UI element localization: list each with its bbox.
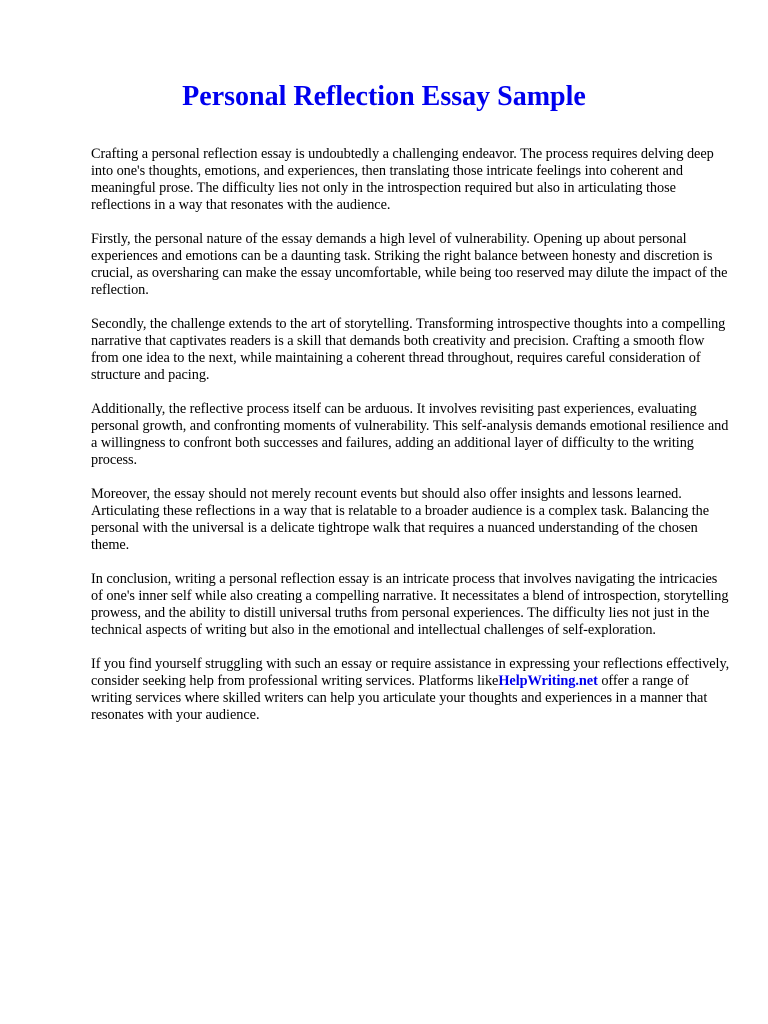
paragraph-7-after-link: offer a range of writing services where skilled writers can help you articulate your thoughts and experiences in a manner that resonates with your audience. xyxy=(91,673,708,723)
paragraph-4: Additionally, the reflective process itself can be arduous. It involves revisiting past experiences, evaluating personal growth, and confronting moments of vulnerability. This self-analysis demands emotional resilience and a willingness to confront both successes and failures, adding an additional layer of difficulty to the writing process. xyxy=(91,401,729,468)
paragraph-6: In conclusion, writing a personal reflection essay is an intricate process that involves navigating the intricacies of one's inner self while also creating a compelling narrative. It necessitates a blend of introspection, storytelling prowess, and the ability to distill universal truths from personal experiences. The difficulty lies not just in the technical aspects of writing but also in the emotional and intellectual challenges of self-exploration. xyxy=(91,571,729,638)
paragraph-5: Moreover, the essay should not merely recount events but should also offer insights and lessons learned. Articulating these reflections in a way that is relatable to a broader audience is a complex task. Balancing the personal with the universal is a delicate tightrope walk that requires a nuanced understanding of the chosen theme. xyxy=(91,486,710,553)
page-title: Personal Reflection Essay Sample xyxy=(182,81,586,112)
paragraph-2: Firstly, the personal nature of the essay demands a high level of vulnerability. Opening up about personal experiences and emotions can be a daunting task. Striking the right balance between honesty and discretion is crucial, as oversharing can make the essay uncomfortable, while being too reserved may dilute the impact of the reflection. xyxy=(91,231,728,298)
paragraph-7-before-link: If you find yourself struggling with such an essay or require assistance in expressing your reflections effectively, consider seeking help from professional writing services. Platforms like xyxy=(91,656,730,689)
paragraph-7 xyxy=(91,656,731,724)
helpwriting-link[interactable]: HelpWriting.net xyxy=(498,673,598,689)
paragraph-3: Secondly, the challenge extends to the art of storytelling. Transforming introspective thoughts into a compelling narrative that captivates readers is a skill that demands both creativity and precision. Crafting a smooth flow from one idea to the next, while maintaining a coherent thread throughout, requires careful consideration of structure and pacing. xyxy=(91,316,726,383)
essay-body xyxy=(91,146,731,741)
paragraph-1: Crafting a personal reflection essay is undoubtedly a challenging endeavor. The process requires delving deep into one's thoughts, emotions, and experiences, then translating those intricate feelings into coherent and meaningful prose. The difficulty lies not only in the introspection required but also in articulating those reflections in a way that resonates with the audience. xyxy=(91,146,714,213)
